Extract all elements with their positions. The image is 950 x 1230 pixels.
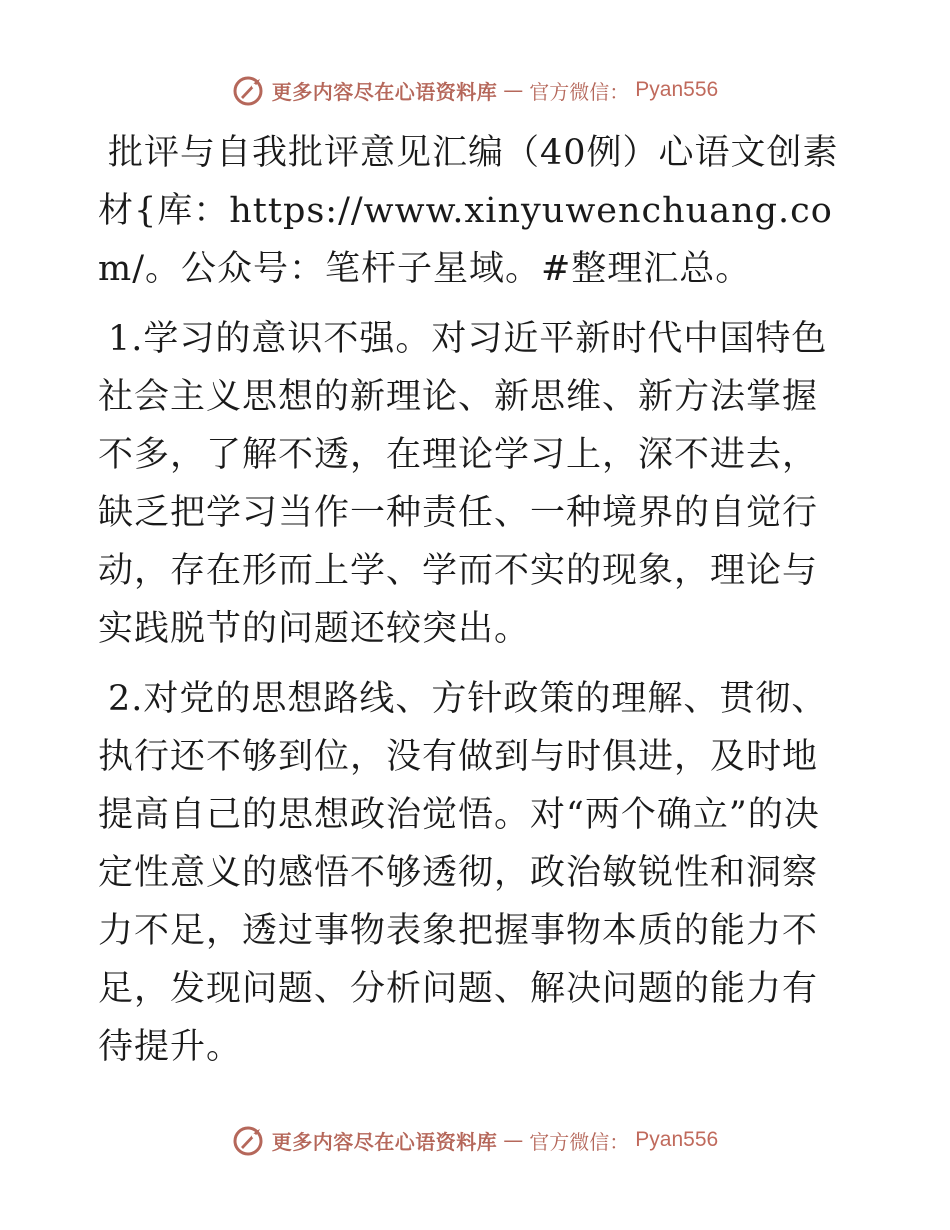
header-wechat-id: Pyan556 bbox=[635, 78, 719, 101]
footer-dash: — bbox=[503, 1128, 524, 1152]
footer-brand-text: 更多内容尽在心语资料库 bbox=[271, 1129, 498, 1154]
document-intro: 批评与自我批评意见汇编（40例）心语文创素材{库：https://www.xinyuwenchuang.com/。公众号：笔杆子星域。#整理汇总。 bbox=[98, 133, 839, 289]
footer-watermark bbox=[0, 1118, 950, 1162]
footer-wechat-id: Pyan556 bbox=[635, 1128, 719, 1151]
quill-logo-icon bbox=[232, 73, 266, 107]
header-dash: — bbox=[503, 78, 524, 102]
list-item: 2.对党的思想路线、方针政策的理解、贯彻、执行还不够到位，没有做到与时俱进，及时地提高自己的思想政治觉悟。对“两个确立”的决定性意义的感悟不够透彻，政治敏锐性和洞察力不足，透过事物表象把握事物本质的能力不足，发现问题、分析问题、解决问题的能力有待提升。 bbox=[98, 679, 828, 1067]
header-brand-text: 更多内容尽在心语资料库 bbox=[271, 79, 498, 104]
footer-wechat-label: 官方微信： bbox=[529, 1129, 630, 1154]
header-wechat-label: 官方微信： bbox=[529, 79, 630, 104]
quill-logo-icon bbox=[232, 1123, 266, 1157]
list-item: 1.学习的意识不强。对习近平新时代中国特色社会主义思想的新理论、新思维、新方法掌握不多，了解不透，在理论学习上，深不进去，缺乏把学习当作一种责任、一种境界的自觉行动，存在形而上学、学而不实的现象，理论与实践脱节的问题还较突出。 bbox=[98, 319, 828, 649]
document-body bbox=[98, 124, 850, 1088]
header-watermark bbox=[0, 68, 950, 112]
